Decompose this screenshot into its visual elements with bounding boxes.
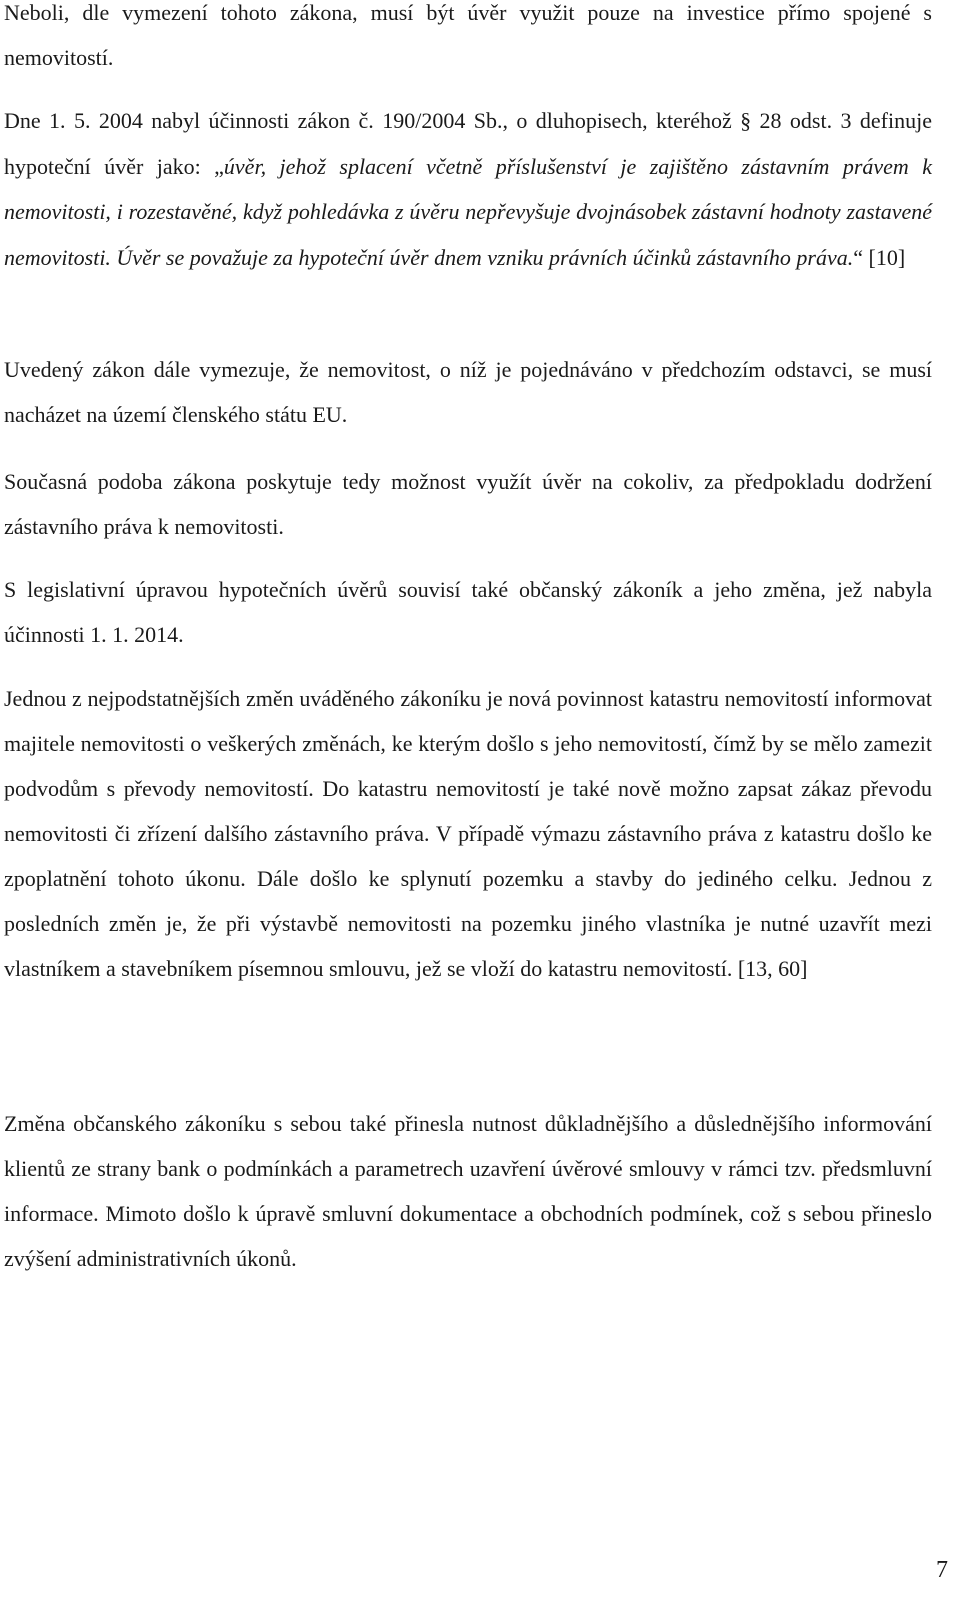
citation: [10] — [863, 244, 906, 270]
quote-close: “ — [853, 244, 864, 270]
paragraph-5: S legislativní úpravou hypotečních úvěrů souvisí také občanský zákoník a jeho změna, jež nabyla účinnosti 1. 1. 2014. — [4, 577, 932, 647]
paragraph-4: Současná podoba zákona poskytuje tedy možnost využít úvěr na cokoliv, za předpokladu dodržení zástavního práva k nemovitosti. — [4, 469, 932, 539]
page-number: 7 — [936, 1557, 948, 1583]
paragraph-6: Jednou z nejpodstatnějších změn uváděného zákoníku je nová povinnost katastru nemovitostí informovat majitele nemovitosti o veškerých změnách, ke kterým došlo s jeho nemovitostí, čímž by se mělo zamezit podvodům s převody nemovitostí. Do katastru nemovitostí je také nově možno zapsat zákaz převodu nemovitosti či zřízení dalšího zástavního práva. V případě výmazu zástavního práva z katastru došlo ke zpoplatnění tohoto úkonu. Dále došlo ke splynutí pozemku a stavby do jediného celku. Jednou z posledních změn je, že při výstavbě nemovitosti na pozemku jiného vlastníka je nutné uzavřít mezi vlastníkem a stavebníkem písemnou smlouvu, jež se vloží do katastru nemovitostí. [13, 60] — [4, 686, 932, 981]
quote-open: „ — [214, 153, 224, 179]
legal-definition-quote: úvěr, jehož splacení včetně příslušenství je zajištěno zástavním právem k nemovitosti, i rozestavěné, když pohledávka z úvěru nepřevyšuje dvojnásobek zástavní hodnoty zastavené nemovitosti. Úvěr se považuje za hypoteční úvěr dnem vzniku právních účinků zástavního práva. — [4, 153, 932, 270]
paragraph-2 — [4, 98, 932, 280]
paragraph-1: Neboli, dle vymezení tohoto zákona, musí být úvěr využit pouze na investice přímo spojené s nemovitostí. — [4, 0, 932, 70]
paragraph-7: Změna občanského zákoníku s sebou také přinesla nutnost důkladnějšího a důslednějšího informování klientů ze strany bank o podmínkách a parametrech uzavření úvěrové smlouvy v rámci tzv. předsmluvní informace. Mimoto došlo k úpravě smluvní dokumentace a obchodních podmínek, což s sebou přineslo zvýšení administrativních úkonů. — [4, 1111, 932, 1271]
paragraph-2-lead: Dne 1. 5. 2004 nabyl účinnosti zákon č. 190/2004 Sb., o dluhopisech, kteréhož § 28 odst. 3 definuje hypoteční úvěr jako: — [4, 108, 932, 179]
paragraph-3: Uvedený zákon dále vymezuje, že nemovitost, o níž je pojednáváno v předchozím odstavci, se musí nacházet na území členského státu EU. — [4, 357, 932, 427]
